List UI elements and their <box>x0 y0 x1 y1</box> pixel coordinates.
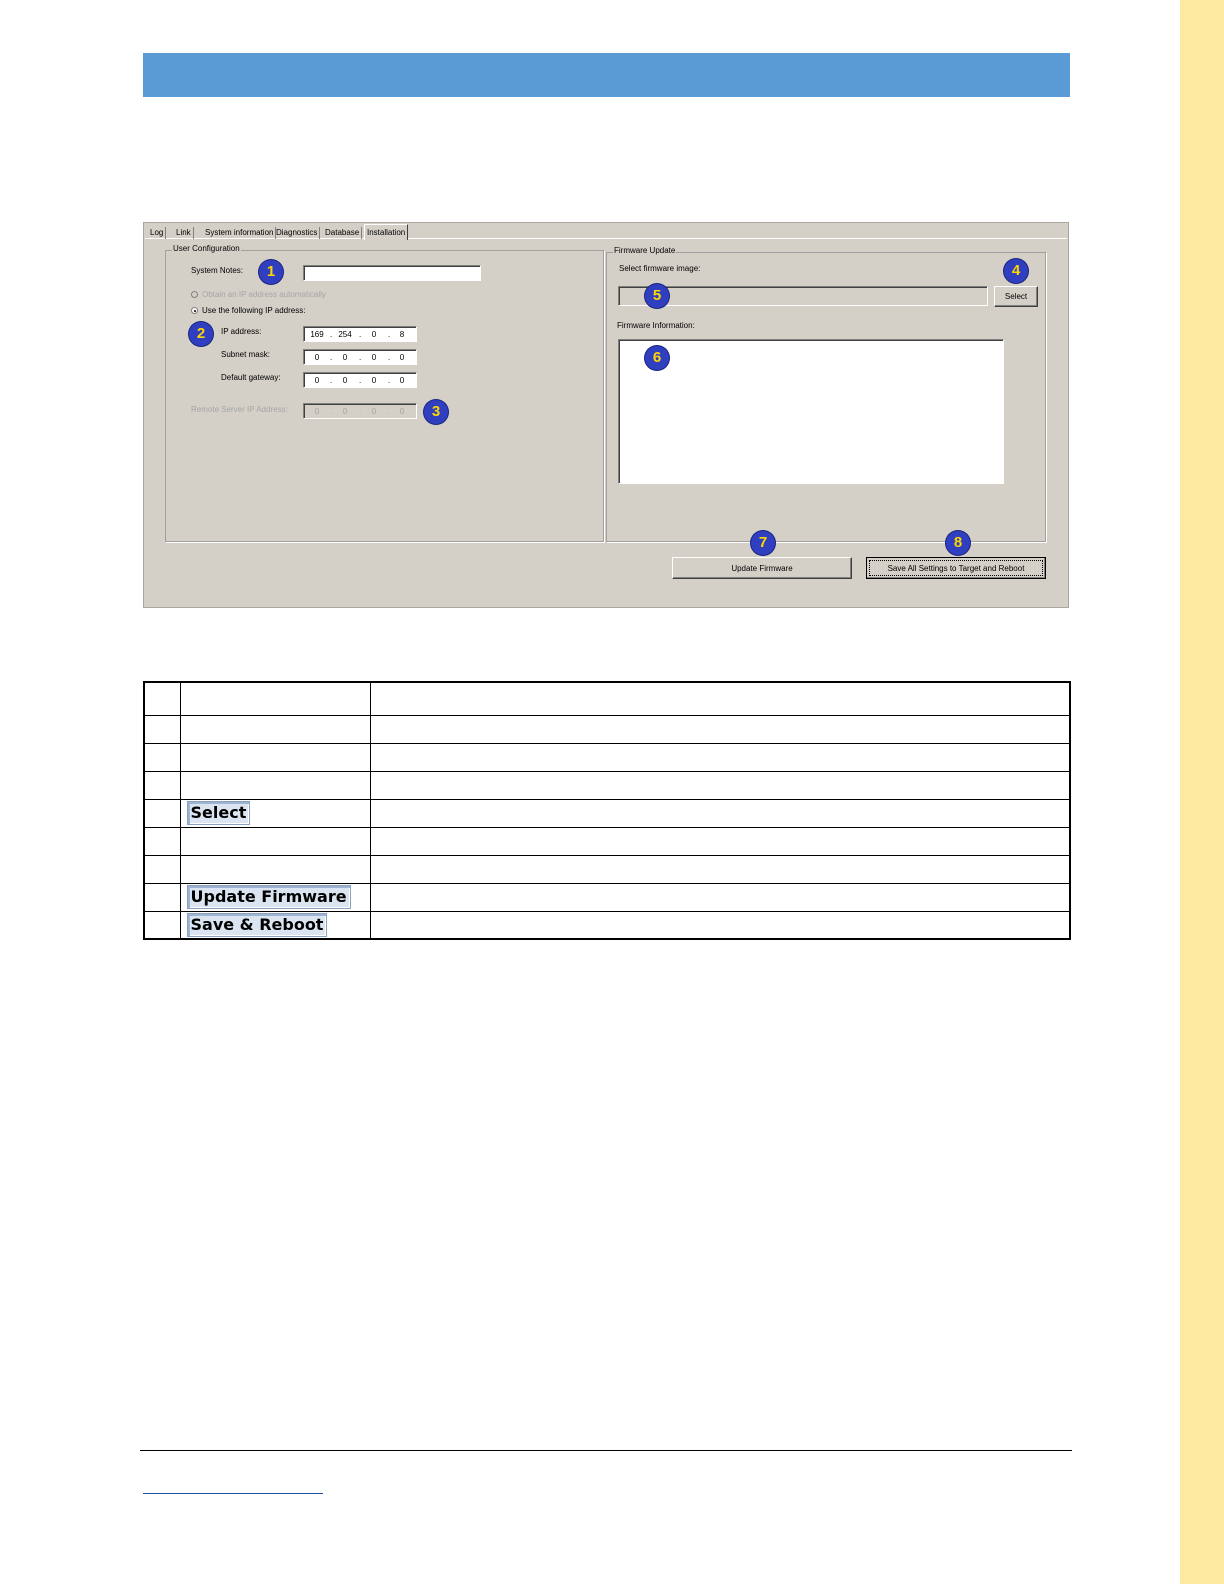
remote-server-ip-field <box>303 403 417 419</box>
update-firmware-button-image: Update Firmware <box>187 885 351 909</box>
update-firmware-button[interactable]: Update Firmware <box>672 557 852 579</box>
remote-octet-1: 0 <box>314 407 320 416</box>
subnet-octet-1: 0 <box>314 353 320 362</box>
table-row <box>144 911 1070 939</box>
callout-7: 7 <box>751 531 775 555</box>
remote-octet-4: 0 <box>399 407 405 416</box>
select-button-image: Select <box>187 801 251 825</box>
table-cell <box>180 855 370 883</box>
table-cell <box>180 771 370 799</box>
tab-link[interactable]: Link <box>174 227 194 239</box>
ip-octet-3: 0 <box>371 330 377 339</box>
tab-system-information[interactable]: System information <box>203 227 276 239</box>
save-and-reboot-button[interactable]: Save All Settings to Target and Reboot <box>866 557 1046 579</box>
table-cell <box>370 827 1070 855</box>
subnet-mask-field[interactable] <box>303 349 417 365</box>
ip-address-label: IP address: <box>221 327 262 336</box>
save-reboot-button-image: Save & Reboot <box>187 913 328 937</box>
callout-6: 6 <box>645 346 669 370</box>
ip-dot: . <box>330 353 333 362</box>
obtain-ip-auto-label: Obtain an IP address automatically <box>202 290 326 299</box>
table-cell <box>144 911 180 939</box>
ip-dot: . <box>388 407 391 416</box>
table-row <box>144 771 1070 799</box>
default-gateway-field[interactable] <box>303 372 417 388</box>
tab-diagnostics[interactable]: Diagnostics <box>274 227 320 239</box>
ip-octet-1: 169 <box>310 330 324 339</box>
table-row <box>144 883 1070 911</box>
remote-octet-3: 0 <box>371 407 377 416</box>
firmware-path-field <box>618 286 988 306</box>
default-gateway-label: Default gateway: <box>221 373 281 382</box>
table-cell <box>144 855 180 883</box>
table-row <box>144 799 1070 827</box>
ip-dot: . <box>388 330 391 339</box>
user-configuration-title: User Configuration <box>173 244 240 253</box>
gateway-octet-3: 0 <box>371 376 377 385</box>
obtain-ip-auto-radio[interactable] <box>191 291 198 298</box>
callout-4: 4 <box>1004 259 1028 283</box>
gateway-octet-1: 0 <box>314 376 320 385</box>
footer-divider <box>140 1450 1072 1451</box>
table-cell <box>144 883 180 911</box>
gateway-octet-2: 0 <box>342 376 348 385</box>
firmware-information-box[interactable] <box>618 339 1004 484</box>
system-notes-label: System Notes: <box>191 266 244 275</box>
ip-dot: . <box>330 376 333 385</box>
subnet-octet-2: 0 <box>342 353 348 362</box>
table-cell <box>370 743 1070 771</box>
table-cell <box>180 715 370 743</box>
ip-dot: . <box>359 330 362 339</box>
select-button[interactable]: Select <box>994 286 1038 307</box>
table-cell <box>370 911 1070 939</box>
callout-8: 8 <box>946 531 970 555</box>
tab-installation[interactable]: Installation <box>364 224 408 240</box>
callout-1: 1 <box>259 260 283 284</box>
ip-dot: . <box>330 407 333 416</box>
callout-reference-table <box>143 681 1071 940</box>
page-side-strip <box>1180 0 1224 1584</box>
table-cell <box>370 682 1070 715</box>
subnet-octet-3: 0 <box>371 353 377 362</box>
firmware-update-title: Firmware Update <box>614 246 676 255</box>
section-header-bar <box>143 53 1070 97</box>
table-cell <box>144 715 180 743</box>
ip-dot: . <box>388 353 391 362</box>
ip-dot: . <box>359 407 362 416</box>
callout-2: 2 <box>189 322 213 346</box>
tab-database[interactable]: Database <box>323 227 362 239</box>
ip-octet-2: 254 <box>338 330 352 339</box>
use-following-ip-label: Use the following IP address: <box>202 306 306 315</box>
firmware-information-label: Firmware Information: <box>617 321 695 330</box>
table-cell <box>180 827 370 855</box>
table-cell <box>370 771 1070 799</box>
table-row <box>144 855 1070 883</box>
table-cell <box>180 799 370 827</box>
table-cell <box>144 682 180 715</box>
installation-screenshot <box>143 222 1069 608</box>
table-cell <box>144 743 180 771</box>
ip-dot: . <box>359 353 362 362</box>
subnet-octet-4: 0 <box>399 353 405 362</box>
system-notes-input[interactable] <box>303 265 481 281</box>
table-cell <box>370 855 1070 883</box>
gateway-octet-4: 0 <box>399 376 405 385</box>
footer-link-underline <box>143 1493 323 1494</box>
subnet-mask-label: Subnet mask: <box>221 350 270 359</box>
table-cell <box>180 743 370 771</box>
select-firmware-label: Select firmware image: <box>619 264 701 273</box>
table-cell <box>370 883 1070 911</box>
table-row <box>144 743 1070 771</box>
use-following-ip-radio[interactable] <box>191 307 198 314</box>
ip-dot: . <box>388 376 391 385</box>
table-cell <box>144 799 180 827</box>
ip-octet-4: 8 <box>399 330 405 339</box>
table-row <box>144 715 1070 743</box>
table-cell <box>144 827 180 855</box>
table-cell <box>144 771 180 799</box>
table-cell <box>370 799 1070 827</box>
remote-octet-2: 0 <box>342 407 348 416</box>
table-cell <box>180 883 370 911</box>
callout-3: 3 <box>424 400 448 424</box>
tab-log[interactable]: Log <box>148 227 166 239</box>
table-cell <box>180 682 370 715</box>
table-row <box>144 827 1070 855</box>
table-header-row <box>144 682 1070 715</box>
callout-5: 5 <box>645 284 669 308</box>
table-cell <box>180 911 370 939</box>
table-cell <box>370 715 1070 743</box>
ip-dot: . <box>359 376 362 385</box>
ip-dot: . <box>330 330 333 339</box>
ip-address-field[interactable] <box>303 326 417 342</box>
remote-server-ip-label: Remote Server IP Address: <box>191 405 288 414</box>
